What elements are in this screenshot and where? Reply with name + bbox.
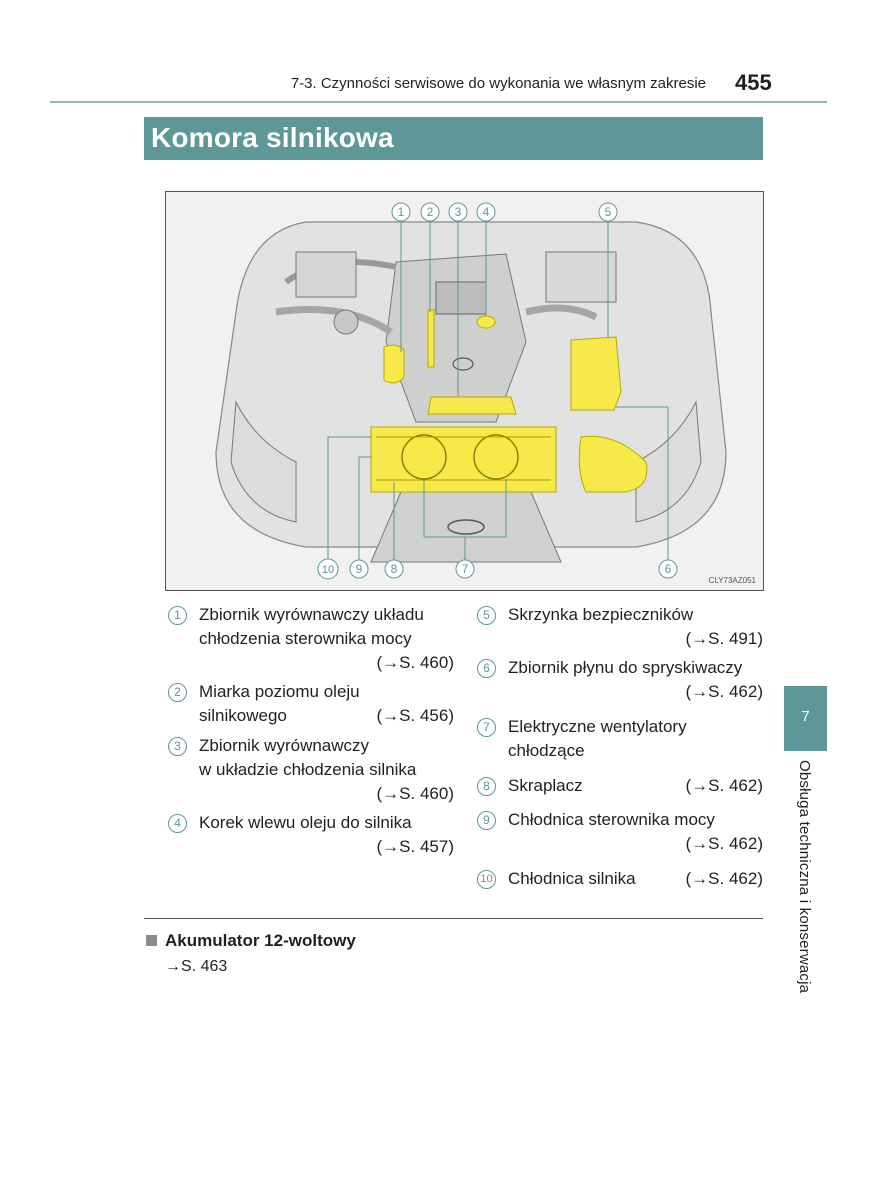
callout-3: 3: [454, 205, 462, 219]
header-title: 7-3. Czynności serwisowe do wykonania we własnym zakresie: [290, 75, 706, 92]
section-title: Komora silnikowa: [151, 122, 394, 153]
grille: [371, 492, 561, 562]
note-ref: →S. 463: [165, 958, 228, 975]
oil-filler-cap: [477, 316, 495, 328]
legend-text-line: Skraplacz: [508, 776, 583, 795]
legend-number: 6: [477, 659, 496, 678]
page-number: 455: [735, 70, 772, 95]
engine-cover: [436, 282, 486, 314]
chapter-number: 7: [801, 708, 810, 725]
legend-ref: (→S. 462): [685, 682, 763, 701]
oil-dipstick: [428, 310, 434, 367]
header-rule: [50, 101, 827, 103]
legend-text-line: Miarka poziomu oleju: [199, 682, 360, 701]
legend-text-line: Korek wlewu oleju do silnika: [199, 813, 412, 832]
legend-text-line: Zbiornik wyrównawczy układu: [199, 605, 424, 624]
legend-number: 8: [477, 777, 496, 796]
legend-ref: (→S. 462): [685, 869, 763, 888]
right-components: [546, 252, 616, 302]
engine-bay-illustration: [166, 192, 763, 590]
legend-item-7: [477, 715, 763, 763]
legend-item-6: [477, 656, 763, 704]
legend-ref: (→S. 457): [376, 837, 454, 856]
legend-item-9: [477, 808, 763, 856]
callout-10: 10: [321, 564, 335, 576]
legend-text-line: Zbiornik wyrównawczy: [199, 736, 370, 755]
legend-number: 7: [477, 718, 496, 737]
section-banner: [144, 117, 763, 160]
legend-item-3: [168, 734, 454, 806]
legend-ref: (→S. 462): [685, 834, 763, 853]
legend-text-line: Elektryczne wentylatory: [508, 717, 687, 736]
legend-item-4: [168, 811, 454, 859]
legend-item-8: [477, 774, 763, 798]
legend-item-1: [168, 603, 454, 675]
engine-figure: [165, 191, 764, 591]
legend-text-line: Skrzynka bezpieczników: [508, 605, 694, 624]
legend-ref: (→S. 462): [685, 776, 763, 795]
legend-text-line: Zbiornik płynu do spryskiwaczy: [508, 658, 743, 677]
footer-rule: [144, 918, 763, 919]
legend-text-line: silnikowego: [199, 706, 287, 725]
legend-text-line: Chłodnica silnika: [508, 869, 636, 888]
callout-7: 7: [461, 562, 469, 576]
callout-2: 2: [426, 205, 434, 219]
legend-number: 2: [168, 683, 187, 702]
chapter-tab: [784, 686, 827, 751]
legend-text-line: Chłodnica sterownika mocy: [508, 810, 715, 829]
legend-number: 10: [477, 870, 496, 889]
legend-number: 1: [168, 606, 187, 625]
battery-area: [296, 252, 356, 297]
callout-9: 9: [355, 562, 363, 576]
legend-text-line: chłodzące: [508, 741, 585, 760]
callout-6: 6: [664, 562, 672, 576]
legend-text-line: w układzie chłodzenia silnika: [199, 760, 417, 779]
engine-coolant-reservoir: [428, 397, 516, 414]
note-bullet-square: [146, 935, 157, 946]
callout-4: 4: [482, 205, 490, 219]
legend-number: 4: [168, 814, 187, 833]
legend-item-2: [168, 680, 454, 728]
legend-number: 9: [477, 811, 496, 830]
figure-code: CLY73AZ051: [708, 576, 756, 585]
callout-8: 8: [390, 562, 398, 576]
callout-5: 5: [604, 205, 612, 219]
legend-item-5: [477, 603, 763, 651]
callout-1: 1: [397, 205, 405, 219]
fuse-box: [571, 337, 621, 410]
legend-text-line: chłodzenia sterownika mocy: [199, 629, 412, 648]
legend-number: 5: [477, 606, 496, 625]
chapter-label: Obsługa techniczna i konserwacja: [796, 760, 813, 994]
note-heading: Akumulator 12-woltowy: [165, 931, 356, 950]
legend-ref: (→S. 491): [685, 629, 763, 648]
legend-ref: (→S. 460): [376, 784, 454, 803]
legend-ref: (→S. 456): [376, 706, 454, 725]
legend-number: 3: [168, 737, 187, 756]
legend-ref: (→S. 460): [376, 653, 454, 672]
legend-item-10: [477, 867, 763, 891]
